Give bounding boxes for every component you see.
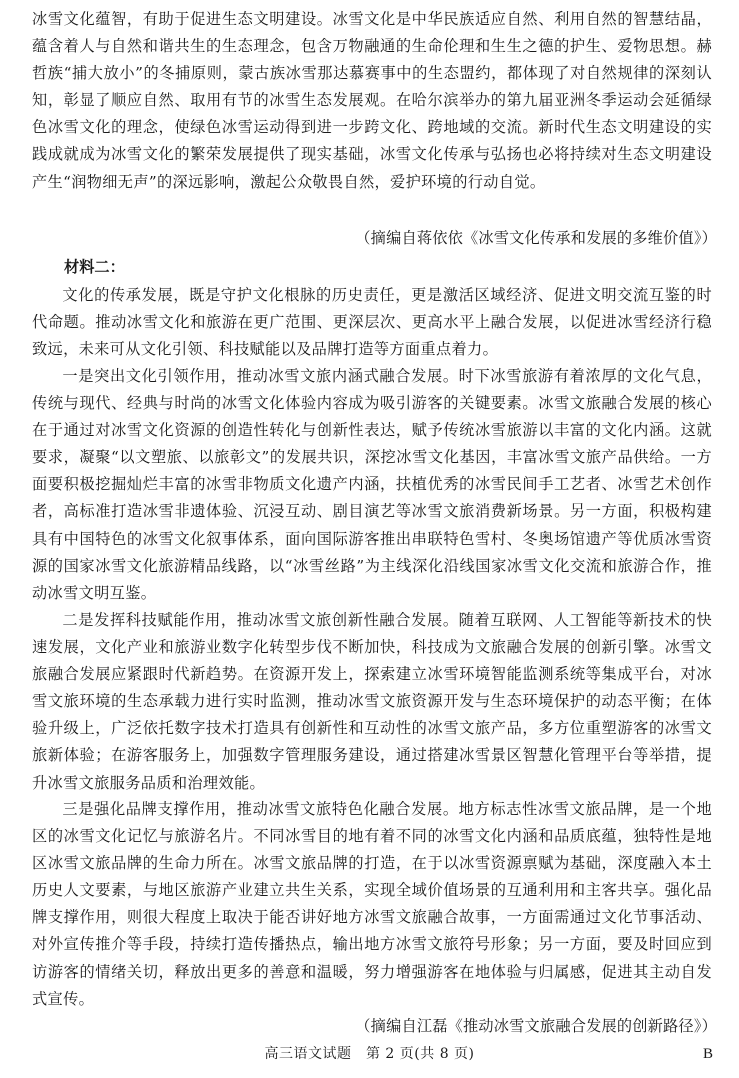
footer-page-info: 高三语文试题 第 2 页(共 8 页) bbox=[264, 1046, 475, 1062]
source-citation-1: （摘编自蒋依依《冰雪文化传承和发展的多维价值》） bbox=[355, 229, 717, 247]
paragraph-brand-support: 三是强化品牌支撑作用，推动冰雪文旅特色化融合发展。地方标志性冰雪文旅品牌，是一个地区的冰雪文化记忆与旅游名片。不同冰雪目的地有着不同的冰雪文化内涵和品质底蕴，独特性是地区冰雪文旅品牌的生命力所在。冰雪文旅品牌的打造，在于以冰雪资源禀赋为基础，深度融入本土历史人文要素，与地区旅游产业建立共生关系，实现全域价值场景的互通利用和主客共享。强化品牌支撑作用，则很大程度上取决于能否讲好地方冰雪文旅融合故事，一方面需通过文化节事活动、对外宣传推介等手段，持续打造传播热点，输出地方冰雪文旅符号形象；另一方面，要及时回应到访游客的情绪关切，释放出更多的善意和温暖，努力增强游客在地体验与归属感，促进其主动自发式宣传。 bbox=[32, 800, 712, 1008]
material-two-heading: 材料二： bbox=[64, 258, 125, 276]
page-footer bbox=[0, 1042, 739, 1066]
paragraph-intro: 文化的传承发展，既是守护文化根脉的历史责任，更是激活区域经济、促进文明交流互鉴的时代命题。推动冰雪文化和旅游在更广范围、更深层次、更高水平上融合发展，以促进冰雪经济行稳致远，未来可从文化引领、科技赋能以及品牌打造等方面重点着力。 bbox=[32, 286, 712, 359]
paragraph-tech-enabled: 二是发挥科技赋能作用，推动冰雪文旅创新性融合发展。随着互联网、人工智能等新技术的快速发展，文化产业和旅游业数字化转型步伐不断加快，科技成为文旅融合发展的创新引擎。冰雪文旅融合发展应紧跟时代新趋势。在资源开发上，探索建立冰雪环境智能监测系统等集成平台，对冰雪文旅环境的生态承载力进行实时监测，推动冰雪文旅资源开发与生态环境保护的动态平衡；在体验升级上，广泛依托数字技术打造具有创新性和互动性的冰雪文旅产品，多方位重塑游客的冰雪文旅新体验；在游客服务上，加强数字管理服务建设，通过搭建冰雪景区智慧化管理平台等举措，提升冰雪文旅服务品质和治理效能。 bbox=[32, 611, 712, 792]
paper-version: B bbox=[702, 1046, 713, 1062]
source-citation-2: （摘编自江磊《推动冰雪文旅融合发展的创新路径》） bbox=[355, 1017, 717, 1035]
paragraph-ecology: 冰雪文化蕴智，有助于促进生态文明建设。冰雪文化是中华民族适应自然、利用自然的智慧结晶，蕴含着人与自然和谐共生的生态理念，包含万物融通的生命伦理和生生之德的护生、爱物思想。赫哲族“捕大放小”的冬捕原则，蒙古族冰雪那达慕赛事中的生态盟约，都体现了对自然规律的深刻认知，彰显了顺应自然、取用有节的冰雪生态发展观。在哈尔滨举办的第九届亚洲冬季运动会延循绿色冰雪文化的理念，使绿色冰雪运动得到进一步跨文化、跨地域的交流。新时代生态文明建设的实践成就成为冰雪文化的繁荣发展提供了现实基础，冰雪文化传承与弘扬也必将持续对生态文明建设产生“润物细无声”的深远影响，激起公众敬畏自然，爱护环境的行动自觉。 bbox=[32, 10, 712, 191]
paragraph-culture-led: 一是突出文化引领作用，推动冰雪文旅内涵式融合发展。时下冰雪旅游有着浓厚的文化气息，传统与现代、经典与时尚的冰雪文化体验内容成为吸引游客的关键要素。冰雪文旅融合发展的核心在于通过对冰雪文化资源的创造性转化与创新性表达，赋予传统冰雪旅游以丰富的文化内涵。这就要求，凝聚“以文塑旅、以旅彰文”的发展共识，深挖冰雪文化基因，丰富冰雪文旅产品供给。一方面要积极挖掘灿烂丰富的冰雪非物质文化遗产内涵，扶植优秀的冰雪民间手工艺者、冰雪艺术创作者，高标准打造冰雪非遗体验、沉浸互动、剧目演艺等冰雪文旅消费新场景。另一方面，积极构建具有中国特色的冰雪文化叙事体系，面向国际游客推出串联特色雪村、冬奥场馆遗产等优质冰雪资源的国家冰雪文化旅游精品线路，以“冰雪丝路”为主线深化沿线国家冰雪文化交流和旅游合作，推动冰雪文明互鉴。 bbox=[32, 367, 712, 602]
